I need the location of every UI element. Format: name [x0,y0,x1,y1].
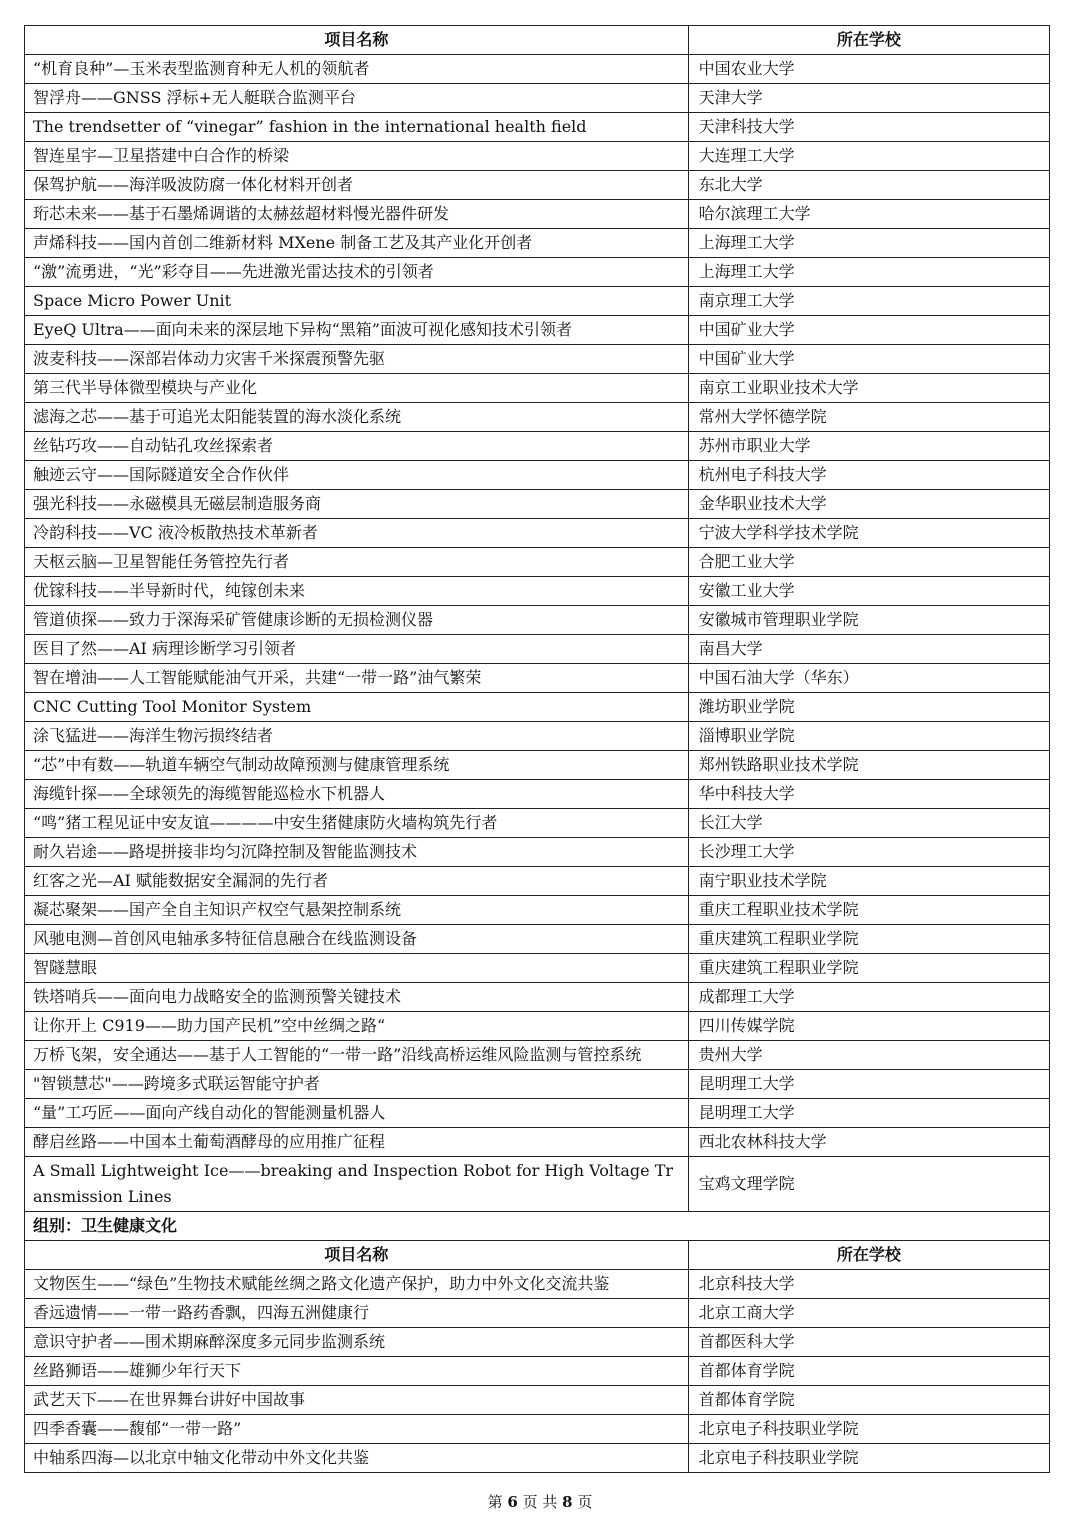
table-row [25,345,1050,374]
table-row [25,954,1050,983]
table-row [25,1415,1050,1444]
school-cell: 成都理工大学 [688,983,1049,1012]
table-row [25,925,1050,954]
footer-total-pages: 8 [562,1493,573,1511]
project-name-cell: 武艺天下——在世界舞台讲好中国故事 [25,1386,689,1415]
table-row [25,258,1050,287]
table-row [25,1299,1050,1328]
project-name-cell: 保驾护航——海洋吸波防腐一体化材料开创者 [25,171,689,200]
table-row [25,1070,1050,1099]
table-row [25,1099,1050,1128]
project-name-cell: 中轴系四海—以北京中轴文化带动中外文化共鉴 [25,1444,689,1473]
project-name-cell: 文物医生——“绿色”生物技术赋能丝绸之路文化遗产保护，助力中外文化交流共鉴 [25,1270,689,1299]
project-name-cell: 酵启丝路——中国本土葡萄酒酵母的应用推广征程 [25,1128,689,1157]
school-cell: 中国石油大学（华东） [688,664,1049,693]
project-name-cell: The trendsetter of “vinegar” fashion in the international health field [25,113,689,142]
school-cell: 首都体育学院 [688,1386,1049,1415]
school-cell: 长江大学 [688,809,1049,838]
project-name-cell: A Small Lightweight Ice——breaking and Inspection Robot for High Voltage Transmission Lines [25,1157,689,1212]
school-cell: 中国农业大学 [688,55,1049,84]
project-name-cell: “芯”中有数——轨道车辆空气制动故障预测与健康管理系统 [25,751,689,780]
school-cell: 昆明理工大学 [688,1099,1049,1128]
school-cell: 上海理工大学 [688,258,1049,287]
project-name-cell: 管道侦探——致力于深海采矿管健康诊断的无损检测仪器 [25,606,689,635]
table-row [25,113,1050,142]
school-cell: 南宁职业技术学院 [688,867,1049,896]
project-name-cell: 海缆针探——全球领先的海缆智能巡检水下机器人 [25,780,689,809]
school-cell: 杭州电子科技大学 [688,461,1049,490]
table-header-row [25,1241,1050,1270]
table-row [25,693,1050,722]
school-cell: 华中科技大学 [688,780,1049,809]
table-row [25,548,1050,577]
project-name-cell: 四季香囊——馥郁“一带一路” [25,1415,689,1444]
project-name-cell: “激”流勇进，“光”彩夺目——先进激光雷达技术的引领者 [25,258,689,287]
school-cell: 长沙理工大学 [688,838,1049,867]
table-row [25,403,1050,432]
school-cell: 北京工商大学 [688,1299,1049,1328]
school-cell: 安徽工业大学 [688,577,1049,606]
table-row [25,809,1050,838]
table-row [25,1328,1050,1357]
school-cell: 首都体育学院 [688,1357,1049,1386]
project-name-cell: 香远遗情——一带一路药香飘，四海五洲健康行 [25,1299,689,1328]
column-header-project-name: 项目名称 [25,26,689,55]
project-table [24,25,1050,1473]
school-cell: 重庆建筑工程职业学院 [688,954,1049,983]
table-row [25,432,1050,461]
school-cell: 金华职业技术大学 [688,490,1049,519]
project-name-cell: 意识守护者——围术期麻醉深度多元同步监测系统 [25,1328,689,1357]
table-header-row [25,26,1050,55]
table-row [25,722,1050,751]
project-table-body [25,26,1050,1473]
school-cell: 中国矿业大学 [688,345,1049,374]
table-row [25,1041,1050,1070]
table-row [25,1444,1050,1473]
school-cell: 郑州铁路职业技术学院 [688,751,1049,780]
table-row [25,606,1050,635]
table-row [25,664,1050,693]
school-cell: 北京电子科技职业学院 [688,1444,1049,1473]
school-cell: 重庆工程职业技术学院 [688,896,1049,925]
table-row [25,896,1050,925]
table-row [25,229,1050,258]
school-cell: 天津大学 [688,84,1049,113]
project-name-cell: 丝路狮语——雄狮少年行天下 [25,1357,689,1386]
project-name-cell: 智隧慧眼 [25,954,689,983]
school-cell: 苏州市职业大学 [688,432,1049,461]
table-row [25,635,1050,664]
project-name-cell: 凝芯聚架——国产全自主知识产权空气悬架控制系统 [25,896,689,925]
project-name-cell: 冷韵科技——VC 液冷板散热技术革新者 [25,519,689,548]
table-row [25,316,1050,345]
school-cell: 宁波大学科学技术学院 [688,519,1049,548]
group-label: 组别：卫生健康文化 [25,1212,1050,1241]
column-header-project-name: 项目名称 [25,1241,689,1270]
school-cell: 西北农林科技大学 [688,1128,1049,1157]
school-cell: 重庆建筑工程职业学院 [688,925,1049,954]
table-row [25,838,1050,867]
footer-mid: 页 共 [522,1493,558,1511]
school-cell: 南京理工大学 [688,287,1049,316]
project-name-cell: 风驰电测—首创风电轴承多特征信息融合在线监测设备 [25,925,689,954]
table-row [25,55,1050,84]
project-name-cell: 让你开上 C919——助力国产民机”空中丝绸之路“ [25,1012,689,1041]
school-cell: 淄博职业学院 [688,722,1049,751]
project-name-cell: 触迹云守——国际隧道安全合作伙伴 [25,461,689,490]
school-cell: 贵州大学 [688,1041,1049,1070]
page-footer [0,1491,1080,1512]
school-cell: 潍坊职业学院 [688,693,1049,722]
project-name-cell: 智连星宇—卫星搭建中白合作的桥梁 [25,142,689,171]
table-row [25,519,1050,548]
table-row [25,374,1050,403]
table-row [25,84,1050,113]
table-row [25,867,1050,896]
school-cell: 合肥工业大学 [688,548,1049,577]
table-row [25,1157,1050,1212]
project-name-cell: 耐久岩途——路堤拼接非均匀沉降控制及智能监测技术 [25,838,689,867]
project-name-cell: “机育良种”—玉米表型监测育种无人机的领航者 [25,55,689,84]
project-name-cell: EyeQ Ultra——面向未来的深层地下异构“黑箱”面波可视化感知技术引领者 [25,316,689,345]
table-row [25,1270,1050,1299]
project-name-cell: Space Micro Power Unit [25,287,689,316]
column-header-school: 所在学校 [688,1241,1049,1270]
project-name-cell: 珩芯未来——基于石墨烯调谐的太赫兹超材料慢光器件研发 [25,200,689,229]
project-name-cell: 强光科技——永磁模具无磁层制造服务商 [25,490,689,519]
school-cell: 南京工业职业技术大学 [688,374,1049,403]
school-cell: 首都医科大学 [688,1328,1049,1357]
group-label-row [25,1212,1050,1241]
footer-prefix: 第 [487,1493,503,1511]
table-row [25,577,1050,606]
project-name-cell: 丝钻巧攻——自动钻孔攻丝探索者 [25,432,689,461]
school-cell: 安徽城市管理职业学院 [688,606,1049,635]
table-row [25,983,1050,1012]
school-cell: 哈尔滨理工大学 [688,200,1049,229]
project-name-cell: “鸣”猪工程见证中安友谊————中安生猪健康防火墙构筑先行者 [25,809,689,838]
school-cell: 中国矿业大学 [688,316,1049,345]
table-row [25,1012,1050,1041]
table-row [25,461,1050,490]
project-name-cell: 第三代半导体微型模块与产业化 [25,374,689,403]
table-row [25,287,1050,316]
table-row [25,1386,1050,1415]
project-name-cell: CNC Cutting Tool Monitor System [25,693,689,722]
project-name-cell: "智锁慧芯"——跨境多式联运智能守护者 [25,1070,689,1099]
footer-current-page: 6 [507,1493,518,1511]
footer-suffix: 页 [577,1493,593,1511]
project-name-cell: 医目了然——AI 病理诊断学习引领者 [25,635,689,664]
school-cell: 北京科技大学 [688,1270,1049,1299]
table-row [25,1128,1050,1157]
school-cell: 南昌大学 [688,635,1049,664]
table-row [25,780,1050,809]
school-cell: 东北大学 [688,171,1049,200]
school-cell: 上海理工大学 [688,229,1049,258]
table-row [25,1357,1050,1386]
school-cell: 大连理工大学 [688,142,1049,171]
project-name-cell: 智在增油——人工智能赋能油气开采，共建“一带一路”油气繁荣 [25,664,689,693]
project-name-cell: 滤海之芯——基于可追光太阳能装置的海水淡化系统 [25,403,689,432]
table-row [25,142,1050,171]
school-cell: 常州大学怀德学院 [688,403,1049,432]
school-cell: 北京电子科技职业学院 [688,1415,1049,1444]
school-cell: 天津科技大学 [688,113,1049,142]
project-name-cell: 智浮舟——GNSS 浮标+无人艇联合监测平台 [25,84,689,113]
project-name-cell: 声烯科技——国内首创二维新材料 MXene 制备工艺及其产业化开创者 [25,229,689,258]
table-row [25,490,1050,519]
school-cell: 四川传媒学院 [688,1012,1049,1041]
school-cell: 昆明理工大学 [688,1070,1049,1099]
project-name-cell: 铁塔哨兵——面向电力战略安全的监测预警关键技术 [25,983,689,1012]
project-name-cell: 波麦科技——深部岩体动力灾害千米探震预警先驱 [25,345,689,374]
project-name-cell: 优镓科技——半导新时代，纯镓创未来 [25,577,689,606]
project-name-cell: 天枢云脑—卫星智能任务管控先行者 [25,548,689,577]
column-header-school: 所在学校 [688,26,1049,55]
table-row [25,171,1050,200]
project-name-cell: 红客之光—AI 赋能数据安全漏洞的先行者 [25,867,689,896]
table-row [25,200,1050,229]
table-row [25,751,1050,780]
project-name-cell: 万桥飞架，安全通达——基于人工智能的“一带一路”沿线高桥运维风险监测与管控系统 [25,1041,689,1070]
project-name-cell: 涂飞猛进——海洋生物污损终结者 [25,722,689,751]
project-name-cell: “量”工巧匠——面向产线自动化的智能测量机器人 [25,1099,689,1128]
school-cell: 宝鸡文理学院 [688,1157,1049,1212]
